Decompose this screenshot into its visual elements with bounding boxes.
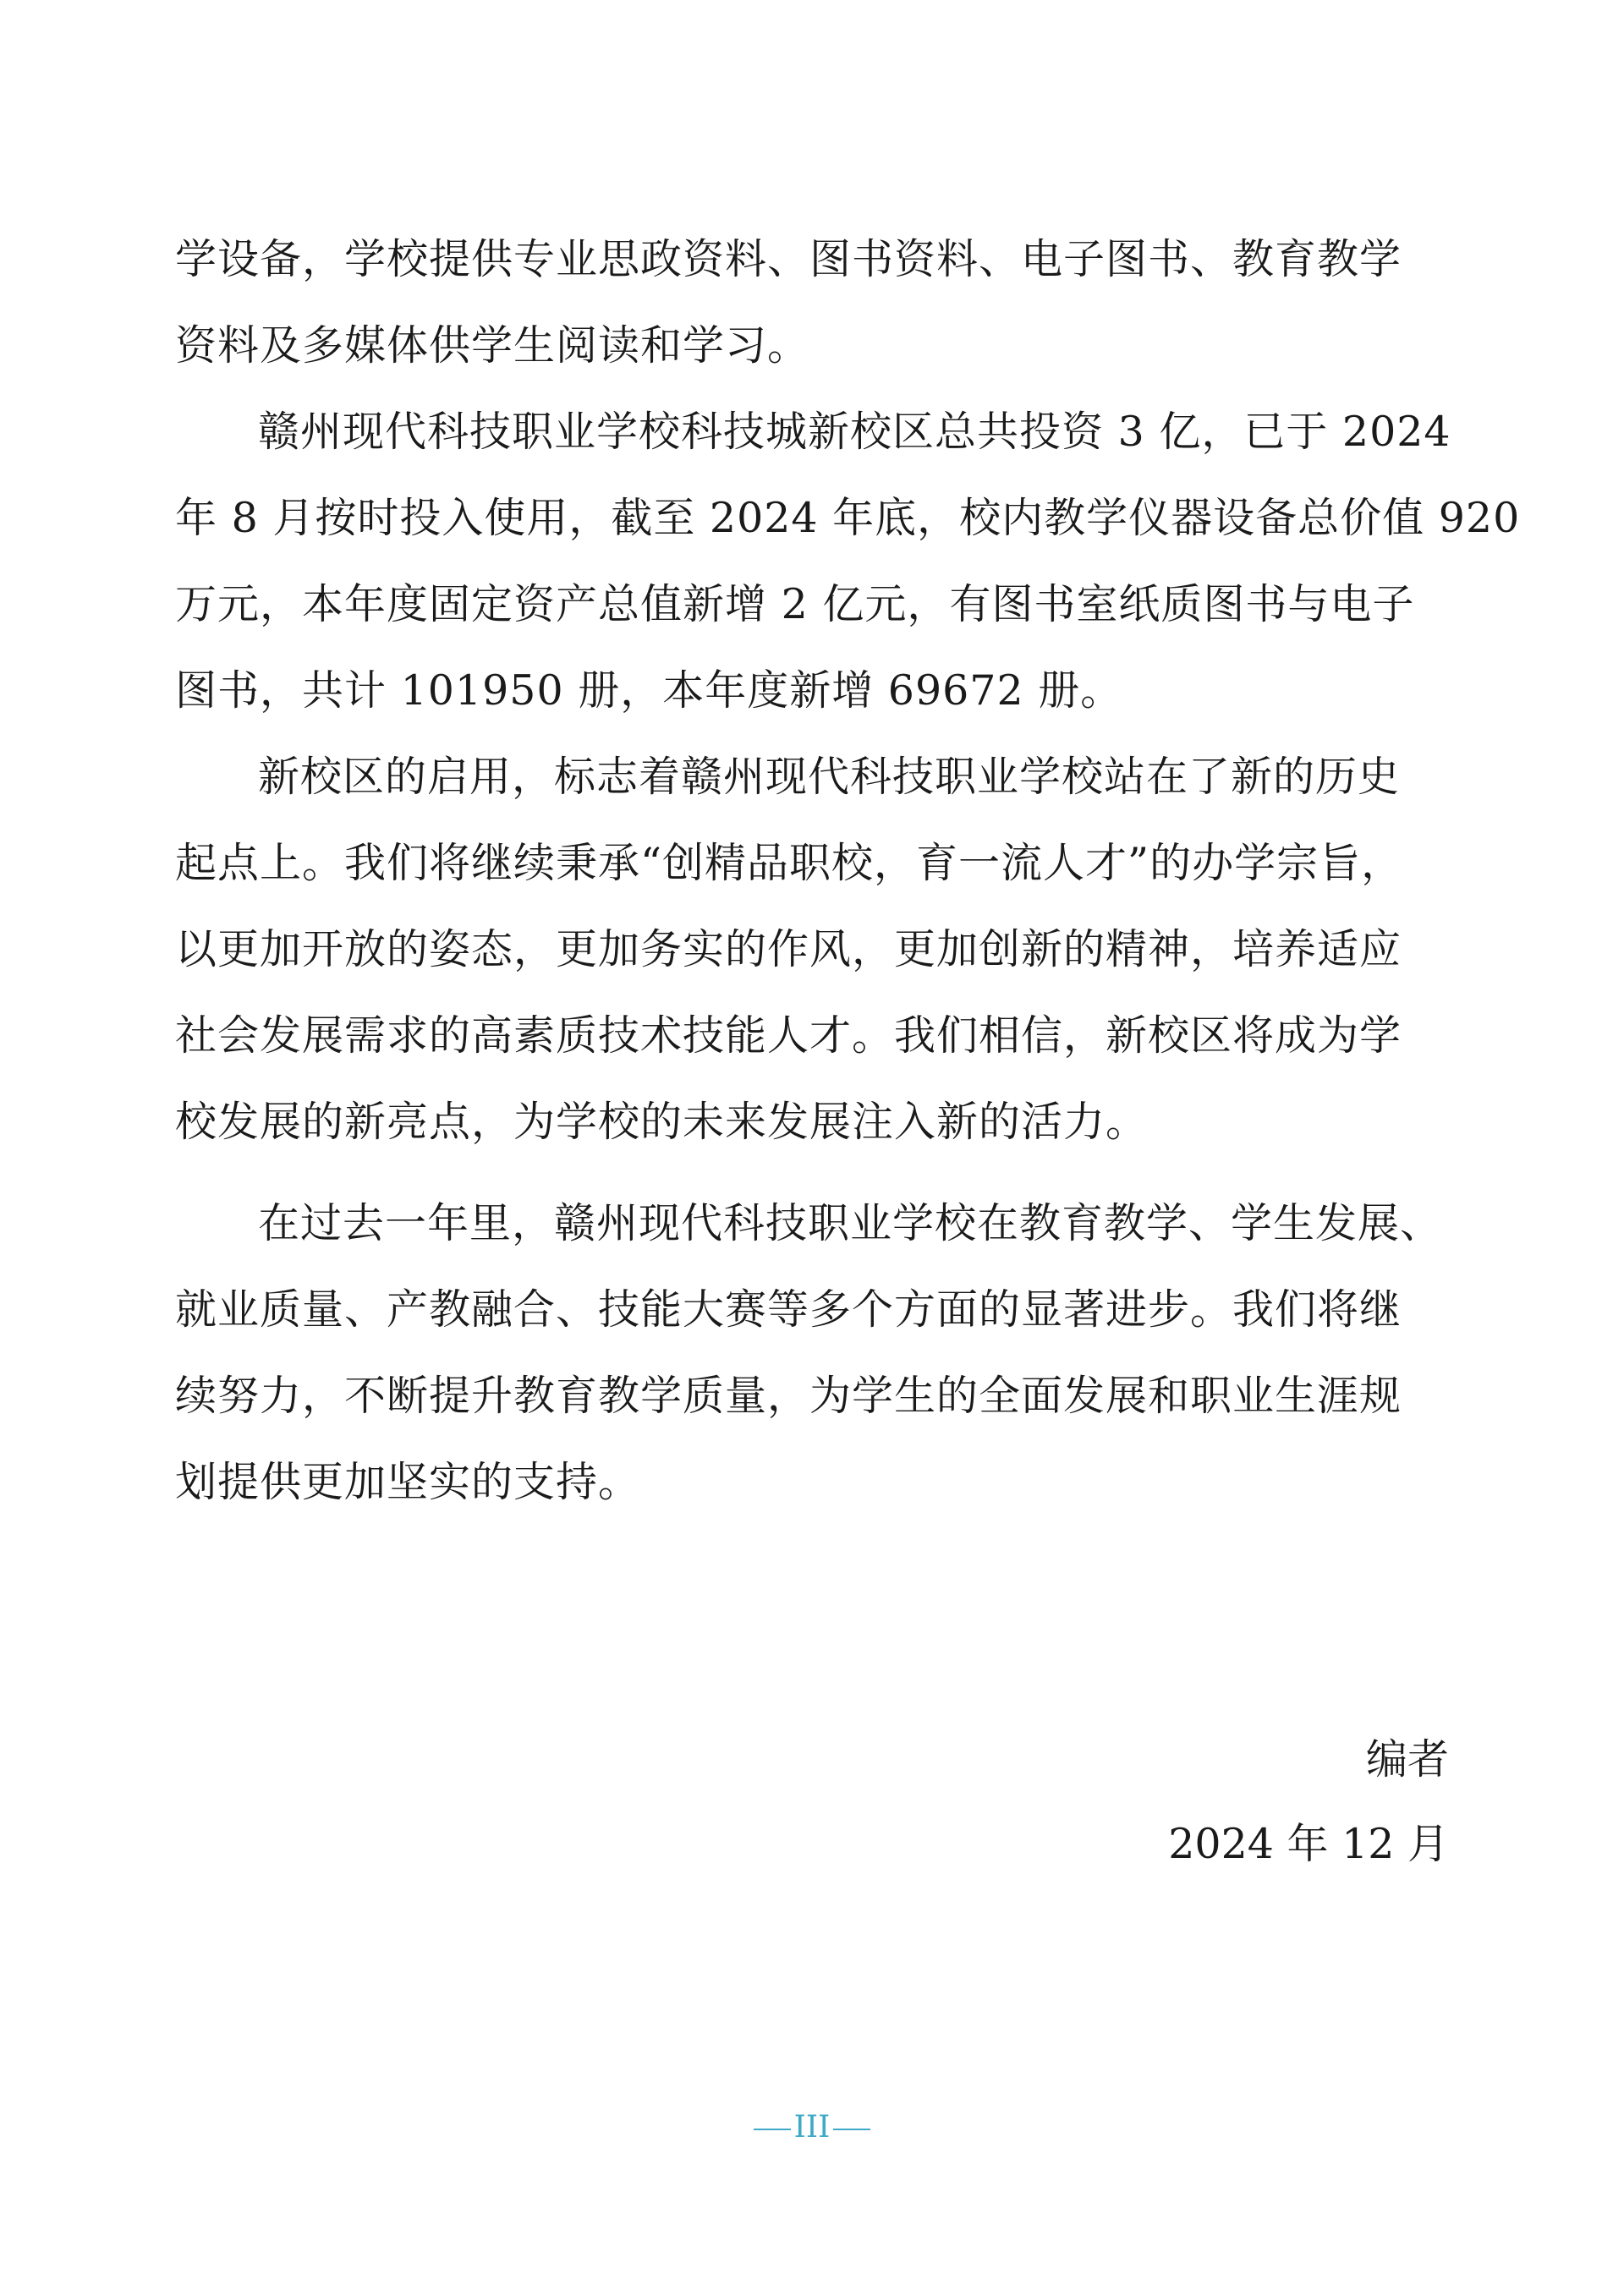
signature-author: 编者 <box>1365 1735 1449 1784</box>
paragraph-4-line-2: 就业质量、产教融合、技能大赛等多个方面的显著进步。我们将继 <box>175 1285 1402 1334</box>
paragraph-4-line-1: 在过去一年里，赣州现代科技职业学校在教育教学、学生发展、 <box>258 1199 1443 1247</box>
paragraph-1-line-1: 学设备，学校提供专业思政资料、图书资料、电子图书、教育教学 <box>175 235 1402 283</box>
paragraph-2-line-2: 年 8 月按时投入使用，截至 2024 年底，校内教学仪器设备总价值 920 <box>175 494 1521 542</box>
signature-date: 2024 年 12 月 <box>1168 1820 1449 1868</box>
paragraph-2-line-3: 万元，本年度固定资产总值新增 2 亿元，有图书室纸质图书与电子 <box>175 580 1415 628</box>
paragraph-3-line-3: 以更加开放的姿态，更加务实的作风，更加创新的精神，培养适应 <box>175 925 1402 973</box>
page-number <box>0 2110 1624 2145</box>
paragraph-3-line-1: 新校区的启用，标志着赣州现代科技职业学校站在了新的历史 <box>258 753 1401 801</box>
paragraph-2-line-1: 赣州现代科技职业学校科技城新校区总共投资 3 亿，已于 2024 <box>258 408 1451 456</box>
paragraph-3-line-5: 校发展的新亮点，为学校的未来发展注入新的活力。 <box>175 1098 1149 1146</box>
page-number-right-dash <box>833 2129 870 2130</box>
paragraph-1-line-2: 资料及多媒体供学生阅读和学习。 <box>175 321 810 370</box>
page-number-left-dash <box>754 2129 791 2130</box>
paragraph-2-line-4: 图书，共计 101950 册，本年度新增 69672 册。 <box>175 666 1123 715</box>
page-number-text: III <box>793 2110 831 2145</box>
paragraph-4-line-3: 续努力，不断提升教育教学质量，为学生的全面发展和职业生涯规 <box>175 1372 1402 1420</box>
paragraph-3-line-4: 社会发展需求的高素质技术技能人才。我们相信，新校区将成为学 <box>175 1011 1402 1060</box>
paragraph-4-line-4: 划提供更加坚实的支持。 <box>175 1458 641 1506</box>
paragraph-3-line-2: 起点上。我们将继续秉承“创精品职校，育一流人才”的办学宗旨， <box>175 839 1404 887</box>
